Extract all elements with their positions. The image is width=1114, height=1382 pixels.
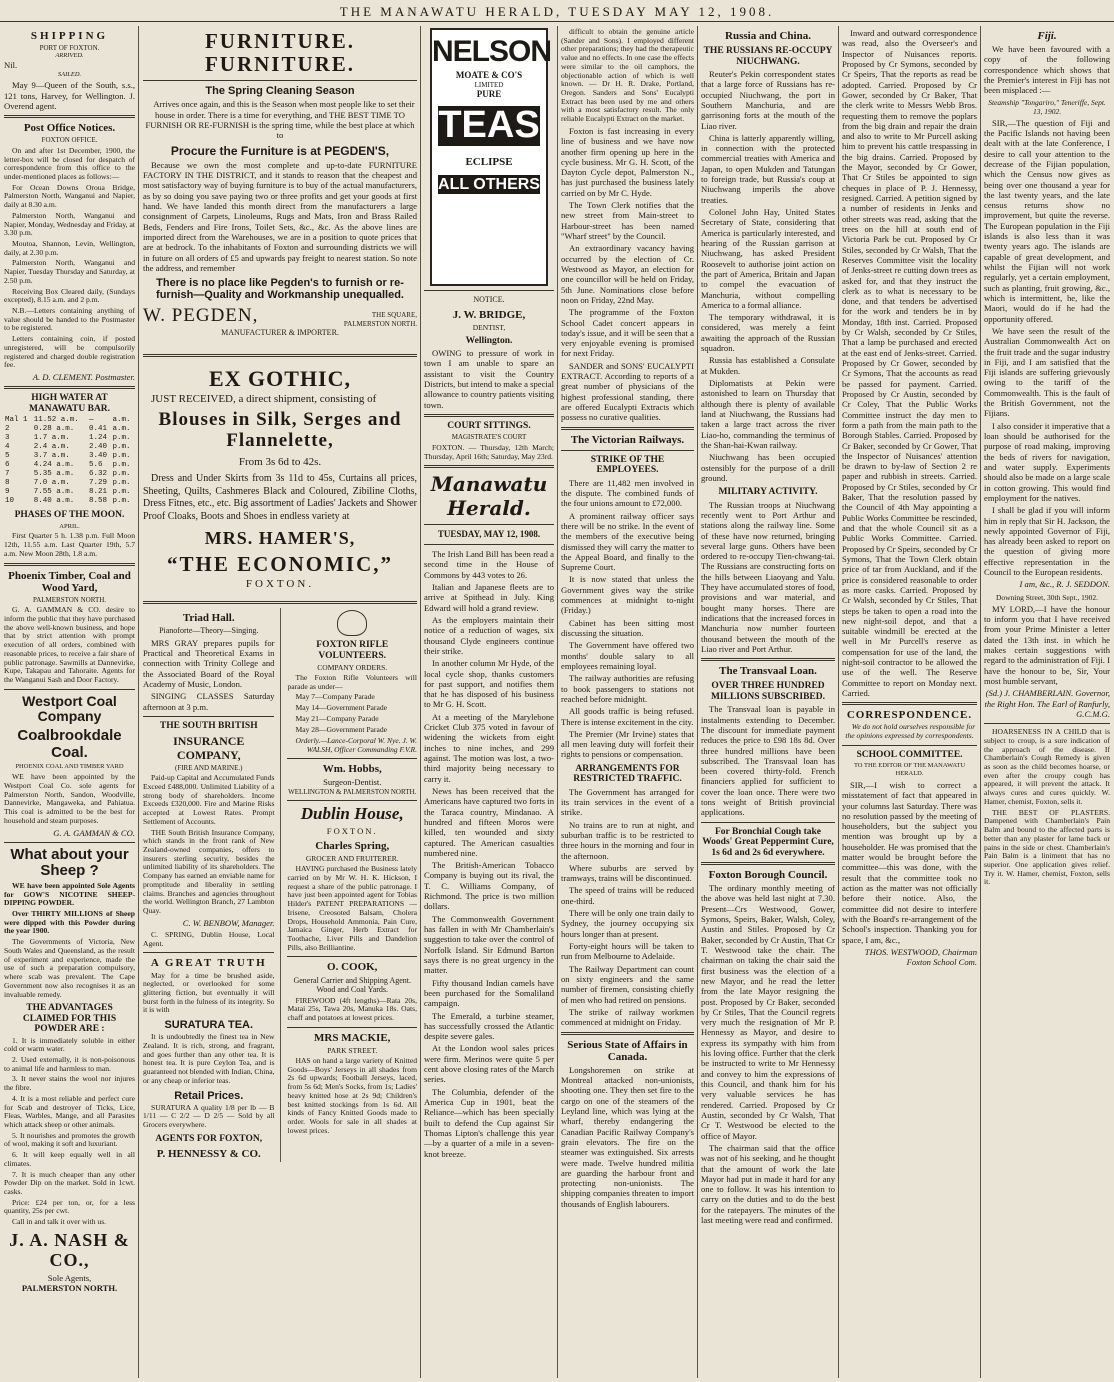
- hobbs-sub: Surgeon-Dentist.: [323, 777, 382, 788]
- spring-name: Charles Spring,: [315, 840, 390, 853]
- south-british-sub: (FIRE AND MARINE.): [175, 763, 243, 772]
- triad-text: SINGING CLASSES Saturday afternoon at 3 p.m.: [143, 691, 275, 712]
- notice-heading: NOTICE.: [473, 295, 505, 304]
- arrangements-heading: ARRANGEMENTS FOR RESTRICTED TRAFFIC.: [573, 763, 682, 785]
- cook-heading: O. COOK,: [327, 961, 378, 974]
- news-item: The Irish Land Bill has been read a second time in the House of Commons by 443 votes to 26.: [424, 549, 554, 580]
- retail-text: SURATURA A quality 1/8 per lb — B 1/11 — C 2/2 — D 2/5 — Sold by all Grocers everywhere.: [143, 1102, 275, 1130]
- volunteer-item: May 14—Government Parade: [295, 703, 387, 713]
- russia-para: Diplomatists at Pekin were astonished to learn on Thursday that although there is plenty of available land at Niuchwang, the Russians had taken a large tract across the river Liao-ho, commanding the terminus of the Shan-hai-Kwan railway.: [701, 378, 835, 450]
- gothic-text: JUST RECEIVED, a direct shipment, consisting of: [151, 392, 377, 405]
- railways-heading: The Victorian Railways.: [570, 433, 685, 446]
- column-4: [561, 26, 694, 1378]
- fiji-ship: Steamship "Tongariro," Teneriffe, Sept. 13, 1902.: [988, 97, 1106, 116]
- mackie-text: HAS on hand a large variety of Knitted Goods—Boys' Jerseys in all shades from 2s 6d upwards; Football Jerseys, laced, from 5s 6d; Men's Socks, from 1s; Ladies' heavy knitted hose at 2s 9d; Children's best knitted stockings from 1s 6d. All kinds of Fancy Knitted Goods made to order. Wools for sale in all shades at lowest prices.: [287, 1055, 417, 1135]
- news-item: SANDER and SONS' EUCALYPTI EXTRACT. According to reports of a great number of physicians of the highest professional standing, there are offered Eucalypti Extracts which possess no curative qualities.: [561, 360, 694, 423]
- tide-row: 2 0.28 a.m. 0.41 a.m.: [5, 425, 131, 434]
- news-item: Fifty thousand Indian camels have been purchased for the Somaliland campaign.: [424, 977, 554, 1009]
- post-office-sub: FOXTON OFFICE.: [41, 136, 98, 145]
- volunteer-signature: Orderly.—Lance-Corporal W. Nye. J. W. WALSH, Officer Commanding F.V.R.: [295, 736, 417, 755]
- fiji-reply-signature: (Sd.) J. CHAMBERLAIN. Governor, the Right Hon. The Earl of Ranfurly, G.C.M.G.: [984, 688, 1110, 719]
- arrangements-para: No trains are to run at night, and suburban traffic is to be restricted to three hours in the morning and four in the afternoon.: [561, 819, 694, 861]
- tide-table: [4, 416, 135, 506]
- arrived-none: Nil.: [4, 60, 18, 71]
- downing-street: Downing Street, 30th Sept., 1902.: [995, 592, 1099, 602]
- coal-signature: G. A. GAMMAN & CO.: [53, 827, 135, 838]
- no-place-line: There is no place like Pegden's to furnish or re-furnish—Quality and Workmanship unequalled.: [156, 277, 404, 302]
- cook-sub: Wood and Coal Yards.: [316, 985, 389, 995]
- bridge-sub: DENTIST,: [472, 322, 506, 332]
- column-3: [424, 26, 554, 1378]
- herald-masthead: Manawatu Herald.: [430, 472, 548, 521]
- hamer-name: MRS. HAMER'S,: [204, 528, 356, 549]
- shipping-heading: SHIPPING: [30, 30, 109, 42]
- borough-council-heading: Foxton Borough Council.: [708, 869, 828, 881]
- railways-para: There are 11,482 men involved in the dispute. The combined funds of the four unions amount to £72,000.: [561, 477, 694, 509]
- westport-heading: Westport Coal Company: [22, 692, 117, 725]
- news-item: At a meeting of the Marylebone Cricket Club 375 voted in favour of widening the wickets from eight inches to nine inches, and 299 against. The motion was lost, a two-third majority being necessary to carry it.: [424, 711, 554, 784]
- transvaal-heading: The Transvaal Loan.: [719, 665, 817, 678]
- plasters-advert: THE BEST OF PLASTERS. Dampened with Chamberlain's Pain Balm and bound to the affected parts is better than any plaster for lame back or pains in the side or chest. Chamberlain's Pain Balm is a liniment that has no superior. One application gives relief. Try it. W. Hamer, chemist, Foxton, sells it.: [984, 807, 1110, 887]
- column-rule: [838, 26, 839, 1378]
- russia-para: Russia has established a Consulate at Mukden.: [701, 355, 835, 376]
- po-para: N.B.—Letters containing anything of value should be handed to the Postmaster to be registered.: [4, 306, 135, 333]
- economic-place: FOXTON.: [245, 577, 315, 590]
- school-to: TO THE EDITOR OF THE MANAWATU HERALD.: [853, 762, 966, 778]
- volunteer-item: May 21—Company Parade: [295, 713, 379, 723]
- po-para: Moutoa, Shannon, Levin, Wellington, daily, at 2.30 p.m.: [4, 239, 135, 257]
- spring-role: GROCER AND FRUITERER.: [305, 854, 399, 864]
- po-para: Palmerston North, Wanganui and Napier, Monday, Wednesday and Friday, at 3.30 p.m.: [4, 210, 135, 238]
- bridge-place: Wellington.: [465, 335, 513, 346]
- sheep-heading: What about your Sheep ?: [10, 845, 129, 880]
- news-item: The British-American Tobacco Company is buying out its rival, the T. C. Williams Company, of Richmond. The price is two million dollars.: [424, 860, 554, 912]
- railways-para: A prominent railway officer says there will be no strike. In the event of the members of the executive being dismissed they will carry the matter to the Appeal Board, and finally to the Supreme Court.: [561, 510, 694, 573]
- po-para: For Ocean Downs Oroua Bridge, Palmerston North, Wanganui and Napier, daily at 8.30 a.m.: [4, 182, 135, 210]
- po-para: Letters containing coin, if posted unregistered, will be compulsorily registered and charged double registration fee.: [4, 334, 135, 370]
- truth-heading: A GREAT TRUTH: [150, 957, 267, 970]
- arrangements-para: There will be only one train daily to Sydney, the journey occupying six hours longer than at present.: [561, 908, 694, 939]
- suratura-heading: SURATURA TEA.: [164, 1019, 254, 1032]
- herald-date: TUESDAY, MAY 12, 1908.: [437, 529, 541, 540]
- court-heading: COURT SITTINGS.: [447, 421, 531, 431]
- sailed-text: May 9—Queen of the South, s.s., 121 tons, Harvey, for Wellington. J. Overend agent.: [4, 80, 135, 112]
- borough-council-text: The ordinary monthly meeting of the above was held last night at 7.30. Present—Crs Westwood, Gower, Symons, Speirs, Baker, Walsh, Coley, Austin and Stiles. Proposed by Cr Baker, seconded by Cr Austin, That Cr T. Westwood take the chair. The chairman on taking the chair said the first business was the election of a new Mayor, and he read the letter from the late Mayor resigning the post. Proposed by Cr Baker, seconded by Cr Stiles, That the Council regrets very much the resignation of Mr P. Hennessy as Mayor, and desire to express its sympathy with him from his loving office. Further that the clerk be instructed to write to Mr Hennessy and convey to him the expressions of this Council, and thank him for his very valuable services he has rendered. Carried. Proposed by Cr Austin, seconded by Cr Walsh, That Cr T. Westwood be elected to the office of Mayor.: [701, 883, 835, 1141]
- hobbs-place: WELLINGTON & PALMERSTON NORTH.: [288, 787, 417, 796]
- news-item: In another column Mr Hyde, of the local cycle shop, thanks customers for past support, and notifies them that he has disposed of his business to Mr G. H. Scott.: [424, 658, 554, 710]
- suratura-text: It is undoubtedly the finest tea in New Zealand. It is rich, strong, and fragrant, and goes further than any other tea. It is honest tea. It is pure Ceylon Tea, and is guaranteed not blended with Indian, China, or any cheap or inferior teas.: [143, 1032, 275, 1085]
- volunteer-item: May 7—Company Parade: [295, 692, 375, 702]
- retail-heading: Retail Prices.: [174, 1089, 244, 1102]
- column-rule: [980, 26, 981, 1378]
- nash-heading: J. A. NASH & CO.,: [9, 1229, 130, 1270]
- spring-cleaning-text: Arrives once again, and this is the Season when most people like to set their house in order. There is a time for everything, and THE BEST TIME TO FURNISH OR RE-FURNISH is the spring time, while the best place at which to: [145, 99, 415, 141]
- russia-sub: THE RUSSIANS RE-OCCUPY NIUCHWANG.: [703, 46, 833, 67]
- nelson-tea-advert: NELSON MOATE & CO'S LIMITED PURE TEAS ECLIPSE ALL OTHERS: [430, 28, 548, 286]
- spring-cleaning-heading: The Spring Cleaning Season: [205, 85, 355, 98]
- hobbs-heading: Wm. Hobbs,: [322, 763, 382, 776]
- fiji-letter: I also consider it imperative that a loan should be authorised for the purpose of road making, improving the beds of rivers for navigation, and water supply. Experiments should also be made on a large scale in cotton growing. This would find employment for the natives.: [984, 420, 1110, 503]
- column-6: [842, 26, 977, 1378]
- arrangements-para: Forty-eight hours will be taken to run from Melbourne to Adelaide.: [561, 941, 694, 962]
- column-rule: [420, 26, 421, 1378]
- column-5: [701, 26, 835, 1378]
- volunteer-heading: FOXTON RIFLE VOLUNTEERS.: [316, 640, 389, 661]
- railways-para: The Government have offered two months' double salary to all employees remaining loyal.: [561, 640, 694, 671]
- po-para: Palmerston North, Wanganui and Napier, Tuesday Thursday and Saturday, at 2.50 p.m.: [4, 258, 135, 285]
- news-item: At the London wool sales prices were firm. Merinos were quite 5 per cent above closing rates of the March series.: [424, 1043, 554, 1085]
- russia-para: Colonel John Hay, United States Secretary of State, considering that America is particularly interested, and hearing of the Russian garrison at Niuchwang, has asked President Roosevelt to authorise joint action on the part of America, Britain and Japan to compel the evacuation of Manchuria, without compelling America to a formal alliance.: [701, 207, 835, 310]
- column-rule: [138, 26, 139, 1378]
- school-heading: SCHOOL COMMITTEE.: [856, 749, 963, 760]
- military-heading: MILITARY ACTIVITY.: [718, 487, 818, 498]
- advantage-item: 2. Used externally, it is non-poisonous to animal life and harmless to man.: [4, 1054, 135, 1073]
- port-label: PORT OF FOXTON.: [39, 44, 100, 53]
- tide-row: 3 1.7 a.m. 1.24 p.m.: [5, 434, 131, 443]
- coal-sub: PHOENIX COAL AND TIMBER YARD: [15, 763, 124, 771]
- sailed-label: SAILED.: [57, 70, 82, 78]
- arrangements-para: Where suburbs are served by tramways, trains will be discontinued.: [561, 862, 694, 884]
- sheep-text: The Governments of Victoria, New South Wales and Queensland, as the result of experiment and experience, made the use of such a preparation compulsory, where scab was prevalent. The Cape Government now also recognises it as an invaluable remedy.: [4, 937, 135, 999]
- railways-para: It is now stated that unless the Government gives way the strike commences at midnight to-night (Friday.): [561, 574, 694, 616]
- economic-name: “THE ECONOMIC,”: [166, 551, 393, 576]
- coalbrookdale-heading: Coalbrookdale Coal.: [17, 727, 122, 761]
- advantage-item: 6. It will keep equally well in all climates.: [4, 1150, 135, 1168]
- fiji-heading: Fiji.: [1037, 30, 1057, 42]
- spring-text: HAVING purchased the Business lately carried on by Mr W. H. K. Hickson, I request a share of the public patronage. I have just been appointed agent for Tobias Hilder's PATENT PREPARATIONS — Irisene, Creosoted Balsam, Cholera Drops, Household Ammonia, Pain Cure, Jamaica Ginger, Herb Extract for Toothache, Liver Pills and Dandelion Pills, also Brilliantine.: [287, 864, 417, 952]
- sheep-text: Over THIRTY MILLIONS of Sheep were dipped with this Powder during the year 1900.: [4, 909, 135, 936]
- borough-council-text: The chairman said that the office was not of his seeking, and he thought that the amount of work the late Mayor had put in made it hard for any one to follow. It was his intention to carry on the duties and to do the best for the ratepayers. The minutes of the last meeting were read and confirmed.: [701, 1142, 835, 1226]
- tide-row: 4 2.4 a.m. 2.40 p.m.: [5, 443, 131, 452]
- russia-para: China is latterly apparently willing, in connection with the protected commercial treaties with America and Japan, to open Mukden and Tatungan to foreign trade, but Russia's coup at Niuchwang imperils the above treaties.: [701, 132, 835, 205]
- railways-para: All goods traffic is being refused. There is intense excitement in the city.: [561, 706, 694, 727]
- tide-row: 7 5.35 a.m. 6.32 p.m.: [5, 470, 131, 479]
- tide-row: 10 8.40 a.m. 8.58 p.m.: [5, 497, 131, 506]
- phoenix-heading: Phoenix Timber, Coal and Wood Yard,: [8, 569, 131, 594]
- advantage-item: Price: £24 per ton, or, for a less quantity, 25s per cwt.: [4, 1197, 135, 1216]
- hoarseness-advert: HOARSENESS IN A CHILD that is subject to croup, is a sure indication of the approach of the disease. If Chamberlain's Cough Remedy is given as soon as the child becomes hoarse, or even after the croupy cough has appeared, it will prevent the attack. It always cures and cures quickly. W. Hamer, chemist, Foxton, sells it.: [984, 727, 1110, 806]
- news-item: News has been received that the Americans have captured two forts in the Taraca country, Mindanao. A hundred and fifteen Moros were killed, ten wounded and sixty captured. The American casualties numbered nine.: [424, 785, 554, 858]
- volunteer-sub: COMPANY ORDERS.: [317, 663, 388, 673]
- moon-text: First Quarter 5 h. 1.38 p.m. Full Moon 12th, 11.55 a.m. Last Quarter 19th, 5.7 a.m. New Moon 28th, 1.8 a.m.: [4, 531, 135, 558]
- south-british-text: THE South British Insurance Company, which stands in the front rank of New Zealand-owned companies, offers to insurers sterling security, besides the unlimited liability of its shareholders. The Company has earned an enviable name for promptitude and liberality in settling claims. Branches and agencies throughout the world. Wellington Branch, 27 Lambton Quay.: [143, 827, 275, 916]
- arrived-label: ARRIVED.: [55, 52, 84, 60]
- news-item: The programme of the Foxton School Cadet concert appears in today's issue, and it will be seen that a very enjoyable evening is promised for next Friday.: [561, 307, 694, 359]
- school-signature: THOS. WESTWOOD, Chairman Foxton School Com.: [864, 946, 977, 968]
- pegden-text: Because we own the most complete and up-to-date FURNITURE FACTORY IN THE DISTRICT, and it stands to reason that the cheapest and most satisfactory way of buying furniture is to buy of the actual manufacturers, as by so doing you save paying two or three profits and get your goods at first hand. We have landed this month direct from the manufacturers a large consignment of Carpets, Linoleums, Rugs and Mats, Iron and Brass Railed Beds, Fenders and Fire Irons, Toilet Sets, &c., &c. As the above lines are imported direct from the Warehouses, we are in a position to quote prices that are at bedrock. To the inhabitants of Foxton and surrounding districts we will in future on all orders of £5 and upwards pay freight to nearest station. So note the address, and remember: [143, 159, 417, 273]
- fiji-signature: I am, &c., R. J. SEDDON.: [1019, 579, 1110, 590]
- fiji-letter: SIR,—The question of Fiji and the Pacific Islands not having been dealt with at the late Conference, I desire to call your attention to the decrease of the Fijian population, which the Census now gives as being over one thousand a year for the last twenty years, and the late census returns show no improvement, but quite the reverse. The European population in the Fiji islands is also less than it was twenty years ago. The islands are capable of great development, and whilst the Fijian will not work regularly, yet a certain employment, such as planting, fruit growing, &c., which is intermittent, he, like the Maori, would do if he had the opportunity offered.: [984, 117, 1110, 324]
- arrangements-para: The Government has arranged for its train services in the event of a strike.: [561, 786, 694, 818]
- column-2: [143, 26, 417, 1378]
- pegden-address: THE SQUARE, PALMERSTON NORTH.: [343, 311, 417, 328]
- tide-row: 5 3.7 a.m. 3.40 p.m.: [5, 452, 131, 461]
- fiji-intro: We have been favoured with a copy of the following correspondence which shows that the Premier's interest in Fiji has not been misplaced :—: [984, 44, 1110, 96]
- council-continued: Inward and outward correspondence was read, also the Overseer's and Inspector of Nuisances reports. Proposed by Cr Symons, seconded by Cr Speirs, That the reports as read be adopted. Carried. Proposed by Cr Gower, seconded by Cr Baker, That the clerk write to Messrs Webb Bros. requesting them to remove the poplars from the big drain and repair the drain and also to write to Mr Purcell asking him to prevent his cattle trespassing in the big drains. Carried. Proposed by the Mayor, seconded by Cr Gower, That Cr Stiles be appointed to sign cheques in place of P. J. Hennessy, resigned. Carried. A petition signed by a number of residents in Jenks and other streets was read, asking that the trees on the hill at south end of Victoria Park be cut. Proposed by Cr Stiles, seconded by Cr Walsh, That the Reserves Committee visit the locality of Jenks-street re cutting down trees as asked for, and that they instruct the clerk as to what is necessary to be done, and that tenders be advertised for the work and tenders be in by Monday, 18th inst. Carried. Proposed by Cr Walsh, seconded by Cr Stiles, That a lamp be purchased and erected at the east end of Jenks-street. Carried. Proposed by Cr Gower, seconded by Cr Symons, That the accounts as read be passed for payment. Carried. Proposed by Cr Austin, seconded by Cr Coley, That the Public Works Committee instruct the day men to form a path from the main path to the Borough Stables. Carried. Proposed by Cr Baker, seconded by Cr Gower, That the Inspector of Nuisances' attention be drawn to by-law of Section 2 re paper and rubbish in streets. Carried. Proposed by Cr Stiles, seconded by Cr Baker, That the resolution passed by the Council of 4th May appointing a Public Works Committee be rescinded, and that the whole Council sit as a Public Works Committee. Carried. Proposed by Cr Speirs, seconded by Cr Symons, That the Town Clerk obtain price of tar from Auckland, and if the price is considered reasonable to order as more casks. Carried. Proposed by Cr Walsh, seconded by Cr Stiles, That steps be taken to open a road into the new night-soil depot, and that a suitable windmill be erected at the well in Mr Purcell's reserve as compensation for use of the land, the night-soil contractor to be allowed the use of the well. The Reserve Committee to report on Monday next. Carried.: [842, 28, 977, 698]
- phoenix-text: G. A. GAMMAN & CO. desire to inform the public that they have purchased the above well-known business, and hope that by strict attention with prompt execution of all orders, combined with reasonable prices, to receive a fair share of public patronage. Sawmills at Dannevirke, Kupe, Takapau and Tahoraite. Agents for the Wanganui Sash and Door Factory.: [4, 605, 135, 684]
- railways-para: Cabinet has been sitting most discussing the situation.: [561, 617, 694, 638]
- gothic-heading: EX GOTHIC,: [208, 365, 352, 391]
- court-text: FOXTON. — Thursday, 12th March; Thursday, April 16th; Saturday, May 23rd.: [424, 442, 554, 461]
- coal-text: WE have been appointed by the Westport Coal Co. sole agents for Palmerston North, Sandon, Woodville, Dannevirke, Mangaweka, and Pahiatua. This coal is admitted to be the best for household and steam purposes.: [4, 772, 135, 825]
- mackie-sub: PARK STREET.: [327, 1045, 378, 1055]
- russia-heading: Russia and China.: [725, 30, 811, 42]
- nash-place: PALMERSTON NORTH.: [21, 1282, 118, 1293]
- news-item: Italian and Japanese fleets are to arrive at Spithead in July. King Edward will hold a grand review.: [424, 582, 554, 613]
- correspondence-heading: CORRESPONDENCE.: [846, 709, 973, 722]
- dress-text: Dress and Under Skirts from 3s 11d to 45s, Curtains all prices, Sheeting, Quilts, Cashmeres Black and Coloured, Zibiline Cloths, Dress Fitnes, etc., etc. Big assortment of Ladies' Jackets and Shower Proof Cloaks, Boots and Shoes in endless variety at: [143, 473, 417, 522]
- court-sub: MAGISTRATE'S COURT: [451, 433, 527, 442]
- correspondence-note: We do not hold ourselves responsible for the opinions expressed by correspondents.: [845, 722, 976, 741]
- pegden-role: MANUFACTURER & IMPORTER.: [221, 328, 339, 338]
- po-para: On and after 1st December, 1900, the letter-box will be closed for despatch of correspondence from this office to the under-mentioned places as follows:—: [4, 145, 135, 181]
- local-agent: C. SPRING, Dublin House, Local Agent.: [143, 930, 275, 948]
- advantage-item: 1. It is immediately soluble in either cold or warm water.: [4, 1035, 135, 1054]
- woods-cure-heading: For Bronchial Cough take Woods' Great Peppermint Cure, 1s 6d and 2s 6d everywhere.: [702, 826, 834, 858]
- mackie-heading: MRS MACKIE,: [314, 1031, 391, 1044]
- pegden-name: W. PEGDEN,: [143, 305, 259, 327]
- news-item: The Emerald, a turbine steamer, has successfully crossed the Atlantic despite severe gales.: [424, 1010, 554, 1042]
- cook-sub: General Carrier and Shipping Agent.: [293, 975, 411, 985]
- column-1: [4, 26, 135, 1378]
- news-item: The Town Clerk notifies that the new street from Main-street to Harbour-street has been named "Wharf street" by the Council.: [561, 200, 694, 242]
- col2-left: [143, 608, 274, 1162]
- column-rule: [697, 26, 698, 1378]
- triad-sub: Pianoforte—Theory—Singing.: [159, 626, 259, 636]
- dublin-place: FOXTON.: [326, 825, 378, 836]
- advantages-heading: THE ADVANTAGES CLAIMED FOR THIS POWDER ARE :: [22, 1003, 117, 1035]
- arrangements-para: The strike of railway workmen commenced at midnight on Friday.: [561, 1006, 694, 1028]
- triad-text: MRS GRAY prepares pupils for Practical and Theoretical Exams in connection with Trinity College and the Associated Board of the Royal Academy of Music, London.: [143, 637, 275, 690]
- railways-para: The Premier (Mr Irvine) states that all men leaving duty will forfeit their rights to pensions or compensation.: [561, 728, 694, 760]
- bridge-text: OWING to pressure of work in town I am unable to spare an assistant to visit the Country Districts, but intend to make a special allowance to country patients visiting town.: [424, 348, 554, 410]
- truth-text: May for a time be brushed aside, neglected, or overlooked for some glittering fiction, but eventually it will burst forth in the fulness of its integrity. So it is with: [143, 970, 275, 1015]
- column-7: [984, 26, 1110, 1378]
- south-british-heading: THE SOUTH BRITISH: [159, 721, 258, 732]
- fiji-reply: MY LORD,—I have the honour to inform you that I have received from your Prime Minister a letter dated the 13th inst. in which he makes certain suggestions with regard to the administration of Fiji. I have the honour to be, Sir, Your most humble servant,: [984, 603, 1110, 686]
- nelson-logo: NELSON: [432, 35, 552, 68]
- fiji-letter: I shall be glad if you will inform him in reply that Sir H. Jackson, the newly appointed Governor of Fiji, has already been asked to report on the question of giving more effective representation in the Council to the European residents.: [984, 505, 1110, 578]
- volunteer-text: The Foxton Rifle Volunteers will parade as under—: [287, 673, 417, 691]
- furniture-heading: FURNITURE. FURNITURE.: [204, 29, 356, 77]
- school-text: SIR,—I wish to correct a misstatement of fact that appeared in your columns last Saturday. There was no resolution passed by the meeting of householders, but the subject you mention was brought up by a householder. He was promised that the matter would be brought before the committee—this was done, with the result that the committee took no action as the matter was not officially before their notice. Also, the committee did not desire to interfere with the Board's re-arrangement of the School's inspection. Thanking you for space, I am, &c.,: [842, 779, 977, 945]
- phoenix-place: PALMERSTON NORTH.: [32, 595, 107, 604]
- news-item: Foxton is fast increasing in every line of business and we have now another firm opening up here in the cycle business. Mr G. H. Scott, of the Dayton Cycle depot, Palmerston N., has just purchased the business lately carried on by Mr C. Hyde.: [561, 125, 694, 198]
- volunteer-item: May 28—Government Parade: [295, 724, 387, 734]
- tide-heading: HIGH WATER AT MANAWATU BAR.: [28, 393, 111, 414]
- fiji-letter: We have seen the result of the Australian Commonwealth Act on the fruit trade and the sugar industry in Fiji, and I am satisfied that the Fiji islands are suffering grievously owing to the tariff of the Commonwealth. This is the fault of the British Government, not the Fijians.: [984, 325, 1110, 419]
- south-british-text: Paid-up Capital and Accumulated Funds Exceed £488,000. Unlimited Liability of a strong body of shareholders. Income Exceeds £320,000. Fire and Marine Risks accepted at Lowest Rates. Prompt Settlement of Accounts.: [143, 773, 275, 826]
- advantage-item: 4. It is a most reliable and perfect cure for Scab and destroyer of Ticks, Lice, Fleas, Warbles, Mange, and all Parasites which attack sheep or other animals.: [4, 1093, 135, 1130]
- dublin-heading: Dublin House,: [300, 804, 404, 824]
- agents-name: P. HENNESSY & CO.: [156, 1148, 261, 1161]
- news-item: The Columbia, defender of the America Cup in 1901, beat the Reliance—which has been specially built to defend the Cup against Sir Thomas Lipton's challenge this year—by a quarter of a mile in a seven-knot breeze.: [424, 1086, 554, 1159]
- nash-sub: Sole Agents,: [47, 1272, 92, 1283]
- south-british-heading: INSURANCE COMPANY,: [173, 734, 245, 762]
- post-office-heading: Post Office Notices.: [23, 122, 116, 135]
- news-item: The Commonwealth Government has fallen in with Mr Chamberlain's suggestion to take over the control of Norfolk Island. Sir Edmund Barton says there is no great urgency in the matter.: [424, 913, 554, 976]
- eucalypti-text: difficult to obtain the genuine article (Sander and Sons). I employed different other preparations; they had the therapeutic value and no effects. In one case the effects were similar to the oil camphors, the objectionable action of which is well known. — Dr H. R. Drake, Portland, Oregon. Sanders and Sons' Eucalypti Extract has been used by me and others with a most satisfactory result. The only reliable Eucalypti Extract on the market.: [561, 27, 694, 124]
- arrangements-para: The Railway Department can count on sixty engineers and the same number of firemen, consisting chiefly of men who had retired on pensions.: [561, 963, 694, 1005]
- column-rule: [557, 26, 558, 1378]
- advantage-item: 7. It is much cheaper than any other Powder Dip on the market. Sold in 1cwt. casks.: [4, 1169, 135, 1197]
- military-text: The Russian troops at Niuchwang recently went to Port Arthur and stations along the railway line. Some of these have now returned, bringing several large guns. Others have been ordered to re-occupy Tien-chwang-tai. The Russians are constructing forts on the hills between Liaoyang and Yalu. They have accumulated stores of food, provisions and war material, and bought many horses. There are indications that the increased forces in Manchuria now number fourteen thousand between the mouth of the Liao river and Port Arthur.: [701, 499, 835, 654]
- advantage-item: 3. It never stains the wool nor injures the fibre.: [4, 1074, 135, 1093]
- russia-para: Reuter's Pekin correspondent states that a large force of Russians has re-occupied Niuchwang, the port in Southern Manchuria, and are garrisoning forts at the mouth of the Liao river.: [701, 68, 835, 131]
- canada-text: Longshoremen on strike at Montreal attacked non-unionists, shooting one. They then set fire to the cargo on one of the steamers of the Leyland line, which was lying at the wharf, thereby endangering the Canadian Pacific Railway Company's grain elevators. The fire on the steamer was extinguished. Six arrests were made. Twelve hundred militia are guarding the harbour front and protecting non-unionists. The shipping companies threaten to import thousands of English labourers.: [561, 1064, 694, 1209]
- tide-row: 6 4.24 a.m. 5.6 p.m.: [5, 461, 131, 470]
- canada-heading: Serious State of Affairs in Canada.: [567, 1038, 688, 1063]
- advantage-item: Call in and talk it over with us.: [12, 1217, 107, 1227]
- masthead: THE MANAWATU HERALD, TUESDAY MAY 12, 1908.: [0, 0, 1114, 22]
- blouses-heading: Blouses in Silk, Serges and Flannelette,: [158, 409, 402, 451]
- bridge-heading: J. W. BRIDGE,: [452, 308, 526, 321]
- transvaal-text: The Transvaal loan is payable in instalments extending to December. The discount for immediate payment reduces the price to £98 18s 8d. Over three hundred millions have been subscribed. The Transvaal loan has been covered thirty-fold. French financiers applied for sufficient to cover the loan once. There were two tons weight of British provincial applications.: [701, 704, 835, 818]
- news-item: An extraordinary vacancy having occurred by the election of Cr. Westwood as Mayor, an election for one councillor will be held on Friday, 5th June. Nominations close before noon on Friday, 22nd May.: [561, 243, 694, 305]
- moon-heading: PHASES OF THE MOON.: [14, 510, 125, 521]
- arrangements-para: The speed of trains will be reduced one-third.: [561, 885, 694, 906]
- tide-row: Mal 1 11.52 a.m. — a.m.: [5, 416, 131, 425]
- col2-right: [287, 608, 417, 1162]
- railways-sub: STRIKE OF THE EMPLOYEES.: [590, 454, 665, 476]
- russia-para: Niuchwang has been occupied ostensibly for the purpose of a drill ground.: [701, 452, 835, 483]
- moon-month: APRIL.: [59, 522, 80, 530]
- postmaster-signature: A. D. CLEMENT. Postmaster.: [32, 372, 135, 383]
- triad-heading: Triad Hall.: [182, 612, 235, 625]
- po-para: Receiving Box Cleared daily, (Sundays excepted), 8.15 a.m. and 2 p.m.: [4, 286, 135, 305]
- tide-row: 9 7.55 a.m. 8.21 p.m.: [5, 488, 131, 497]
- russia-para: The temporary withdrawal, it is considered, was merely a feint awaiting the approach of the Russian squadron.: [701, 312, 835, 354]
- procure-line: Procure the Furniture is at PEGDEN'S,: [170, 143, 390, 158]
- sheep-text: WE have been appointed Sole Agents for GOW'S NICOTINE SHEEP-DIPPING POWDER.: [4, 880, 135, 908]
- cook-text: FIREWOOD (4ft lengths)—Rata 20s, Matai 25s, Tawa 20s, Manuka 18s. Oats, chaff and potatoes at lowest prices.: [287, 995, 417, 1023]
- coat-of-arms-icon: [337, 610, 367, 636]
- advantage-item: 5. It nourishes and promotes the growth of wool, making it soft and luxuriant.: [4, 1130, 135, 1149]
- south-british-signature: C. W. BENBOW, Manager.: [182, 917, 275, 928]
- tide-row: 8 7.0 a.m. 7.29 p.m.: [5, 479, 131, 488]
- blouse-price: From 3s 6d to 42s.: [238, 455, 322, 468]
- news-item: As the employers maintain their notice of a reduction of wages, six thousand Clyde engineers continue their strike.: [424, 614, 554, 656]
- agents-heading: AGENTS FOR FOXTON,: [155, 1133, 263, 1144]
- railways-para: The railway authorities are refusing to book passengers to stations not reached before midnight.: [561, 673, 694, 704]
- transvaal-sub: OVER THREE HUNDRED MILLIONS SUBSCRIBED.: [710, 681, 826, 702]
